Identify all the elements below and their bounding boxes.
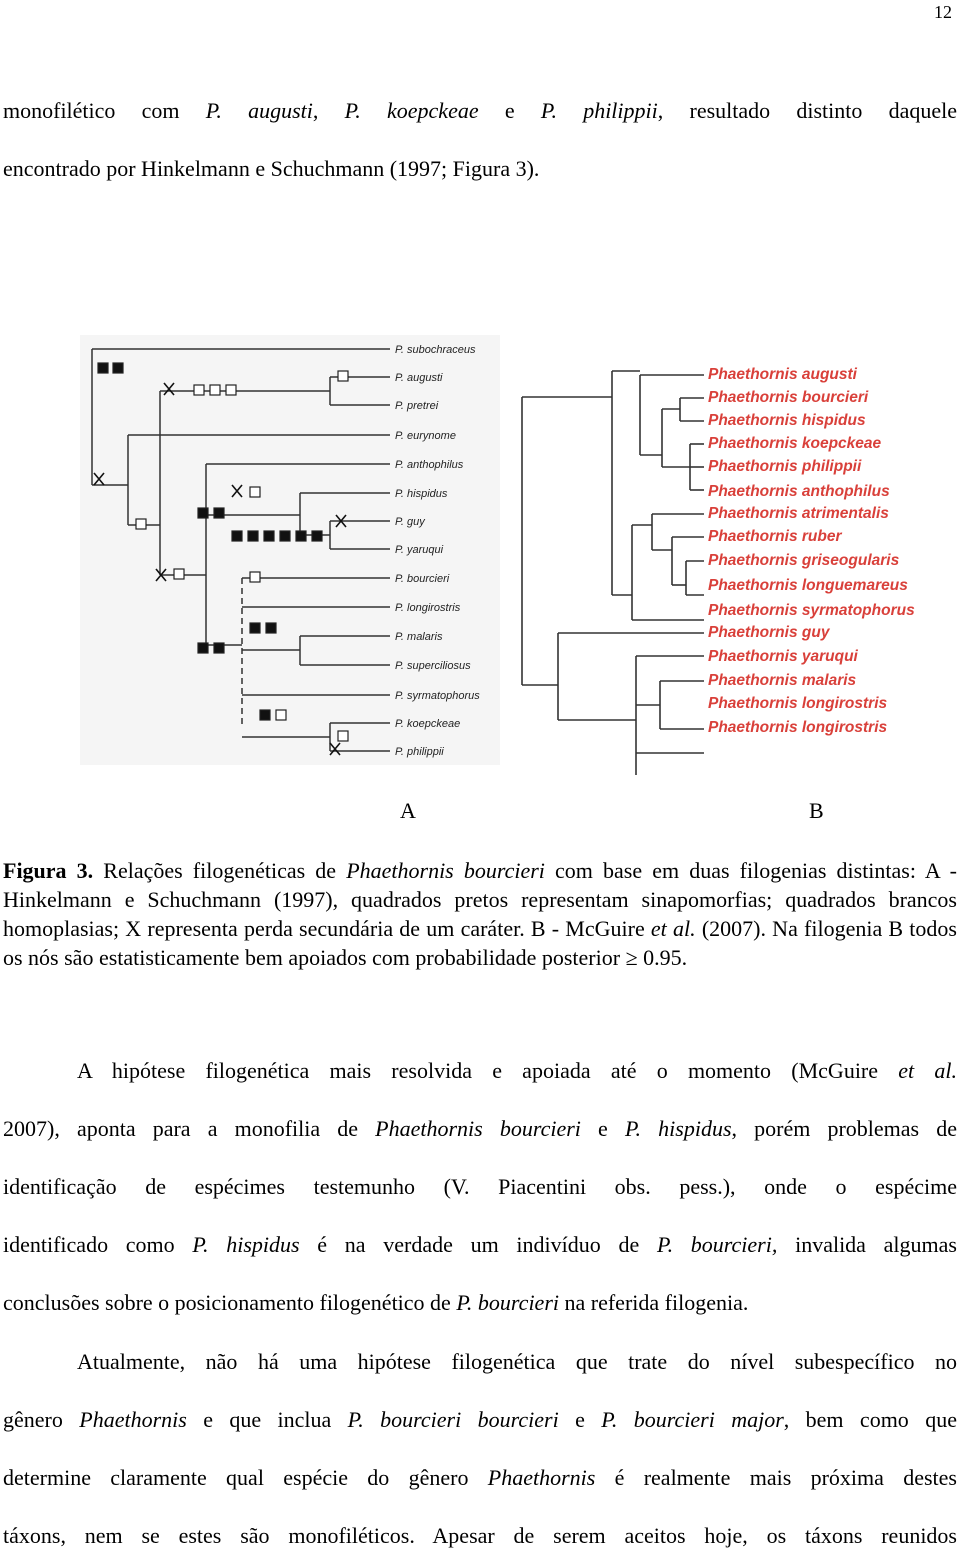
tree-b-taxon: Phaethornis koepckeae xyxy=(708,435,882,452)
figure-caption: Figura 3. Relações filogenéticas de Phaethornis bourcieri com base em duas filogenias distintas: A - Hinkelmann e Schuchmann (1997), quadrados pretos representam sinapomorfias; quadrados brancos homoplasias; X representa perda secundária de um caráter. B - McGuire et al. (2007). Na filogenia B todos os nós são estatisticamente bem apoiados com probabilidade posterior ≥ 0.95. xyxy=(3,858,957,970)
tree-b-taxon: Phaethornis guy xyxy=(708,624,830,641)
tree-b-taxon: Phaethornis malaris xyxy=(708,672,857,689)
figure-label-a: A xyxy=(400,798,416,823)
tree-b-taxon: Phaethornis longirostris xyxy=(708,695,888,712)
tree-b-taxon: Phaethornis longuemareus xyxy=(708,577,908,594)
tree-b-taxon: Phaethornis syrmatophorus xyxy=(708,602,915,619)
intro-line-2: encontrado por Hinkelmann e Schuchmann (1997; Figura 3). xyxy=(3,156,540,181)
tree-a-taxon: P. guy xyxy=(395,516,425,528)
para3-line-4: táxons, nem se estes são monofiléticos. Apesar de serem aceitos hoje, os táxons reunidos xyxy=(3,1523,957,1548)
tree-b-taxon: Phaethornis augusti xyxy=(708,366,857,383)
tree-b-taxon: Phaethornis ruber xyxy=(708,528,842,545)
tree-b-taxon: Phaethornis anthophilus xyxy=(708,483,890,500)
tree-a-taxon: P. anthophilus xyxy=(395,459,464,471)
figure-3 xyxy=(0,325,960,775)
tree-b xyxy=(522,371,704,775)
tree-b-taxon: Phaethornis hispidus xyxy=(708,412,866,429)
tree-b-labels xyxy=(708,366,915,736)
para2-line-1: A hipótese filogenética mais resolvida e apoiada até o momento (McGuire et al. xyxy=(77,1058,957,1083)
tree-a-taxon: P. hispidus xyxy=(395,488,448,500)
tree-b-taxon: Phaethornis longirostris xyxy=(708,719,888,736)
tree-b-taxon: Phaethornis yaruqui xyxy=(708,648,858,665)
tree-a-taxon: P. pretrei xyxy=(395,400,439,412)
tree-a-taxon: P. malaris xyxy=(395,631,443,643)
tree-a-taxon: P. koepckeae xyxy=(395,718,461,730)
para2-line-2: 2007), aponta para a monofilia de Phaethornis bourcieri e P. hispidus, porém problemas de xyxy=(3,1116,958,1141)
tree-a-taxon: P. eurynome xyxy=(395,430,456,442)
para3-line-1: Atualmente, não há uma hipótese filogenética que trate do nível subespecífico no xyxy=(77,1349,957,1374)
tree-b-taxon: Phaethornis griseogularis xyxy=(708,552,900,569)
page-number: 12 xyxy=(934,2,952,22)
tree-a-taxon: P. yaruqui xyxy=(395,544,444,556)
figure-label-b: B xyxy=(809,798,824,823)
para2-line-4: identificado como P. hispidus é na verdade um indivíduo de P. bourcieri, invalida algumas xyxy=(3,1232,957,1257)
tree-b-taxon: Phaethornis atrimentalis xyxy=(708,505,889,522)
intro-line-1: monofilético com P. augusti, P. koepckeae e P. philippii, resultado distinto daquele xyxy=(3,98,958,123)
para2-line-5: conclusões sobre o posicionamento filogenético de P. bourcieri na referida filogenia. xyxy=(3,1290,749,1315)
para3-line-2: gênero Phaethornis e que inclua P. bourcieri bourcieri e P. bourcieri major, bem como que xyxy=(3,1407,957,1432)
tree-a-taxon: P. superciliosus xyxy=(395,660,471,672)
tree-a-taxon: P. subochraceus xyxy=(395,344,476,356)
tree-a-taxon: P. longirostris xyxy=(395,602,461,614)
tree-a-taxon: P. bourcieri xyxy=(395,573,450,585)
para3-line-3: determine claramente qual espécie do gênero Phaethornis é realmente mais próxima destes xyxy=(3,1465,957,1490)
tree-a-taxon: P. augusti xyxy=(395,372,443,384)
tree-b-taxon: Phaethornis philippii xyxy=(708,458,862,475)
para2-line-3: identificação de espécimes testemunho (V. Piacentini obs. pess.), onde o espécime xyxy=(3,1174,957,1199)
tree-a-taxon: P. philippii xyxy=(395,746,444,758)
tree-b-taxon: Phaethornis bourcieri xyxy=(708,389,869,406)
tree-a-taxon: P. syrmatophorus xyxy=(395,690,480,702)
